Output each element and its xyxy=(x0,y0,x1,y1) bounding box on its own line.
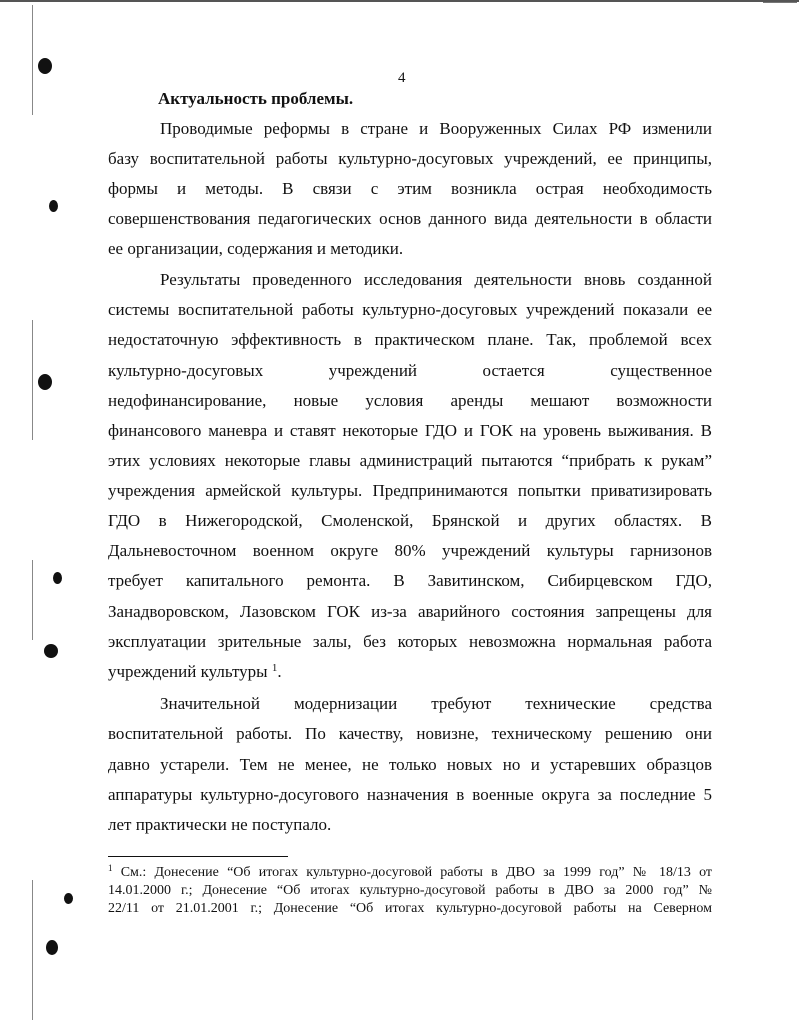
footnote-line xyxy=(108,864,712,882)
paragraph-2-line: этих условиях некоторые главы администраций пытаются “прибрать к рукам” xyxy=(108,451,712,470)
binding-edge-line xyxy=(32,5,33,115)
paragraph-1-line: ее организации, содержания и методики. xyxy=(108,239,404,258)
paragraph-2-line: Дальневосточном военном округе 80% учреждений культуры гарнизонов xyxy=(108,541,712,560)
paragraph-2-line: учреждения армейской культуры. Предпринимаются попытки приватизировать xyxy=(108,481,712,500)
paragraph-3-line: давно устарели. Тем не менее, не только новых но и устаревших образцов xyxy=(108,755,712,774)
paragraph-2-last-line xyxy=(108,662,712,682)
footnote-separator xyxy=(108,856,288,857)
binding-edge-line xyxy=(32,880,33,1020)
paragraph-3-line: аппаратуры культурно-досугового назначения в военные округа за последние 5 xyxy=(108,785,712,804)
paragraph-2-line: финансового маневра и ставят некоторые ГДО и ГОК на уровень выживания. В xyxy=(108,421,712,440)
paragraph-1-line: формы и методы. В связи с этим возникла острая необходимость xyxy=(108,179,712,198)
paragraph-2-line: культурно-досуговых учреждений остается существенное xyxy=(108,361,712,380)
paragraph-2-line: эксплуатации зрительные залы, без которых невозможна нормальная работа xyxy=(108,632,712,651)
paragraph-2-line: недостаточную эффективность в практическом плане. Так, проблемой всех xyxy=(108,330,712,349)
footnote-marker: 1 xyxy=(108,863,113,873)
page-number: 4 xyxy=(398,70,406,86)
footnote-reference: 1 xyxy=(271,662,278,674)
binding-edge-line xyxy=(32,320,33,440)
punch-hole-mark xyxy=(64,893,73,904)
paragraph-2-line: системы воспитательной работы культурно-досуговых учреждений показали ее xyxy=(108,300,712,319)
punch-hole-mark xyxy=(53,572,62,584)
footnote-line: 22/11 от 21.01.2001 г.; Донесение “Об итогах культурно-досуговой работы на Северном xyxy=(108,901,712,916)
paragraph-2-line: учреждений культуры xyxy=(108,662,268,681)
sentence-period: . xyxy=(277,662,282,681)
paragraph-2-line: требует капитального ремонта. В Завитинском, Сибирцевском ГДО, xyxy=(108,571,712,590)
paragraph-3-line: Значительной модернизации требуют технические средства xyxy=(160,694,712,713)
punch-hole-mark xyxy=(38,58,52,74)
punch-hole-mark xyxy=(46,940,58,955)
paragraph-2-line: недофинансирование, новые условия аренды мешают возможности xyxy=(108,391,712,410)
punch-hole-mark xyxy=(49,200,58,212)
paragraph-3-line: лет практически не поступало. xyxy=(108,815,332,834)
paragraph-3-line: воспитательной работы. По качеству, новизне, техническому решению они xyxy=(108,724,712,743)
scan-corner-mark xyxy=(763,2,797,3)
punch-hole-mark xyxy=(44,644,58,658)
binding-edge-line xyxy=(32,560,33,640)
paragraph-2-line: Результаты проведенного исследования деятельности вновь созданной xyxy=(160,270,712,289)
paragraph-1-line: Проводимые реформы в стране и Вооруженных Силах РФ изменили xyxy=(160,119,712,138)
section-heading: Актуальность проблемы. xyxy=(158,89,354,108)
paragraph-1-line: совершенствования педагогических основ данного вида деятельности в области xyxy=(108,209,712,228)
footnote-line: 14.01.2000 г.; Донесение “Об итогах культурно-досуговой работы в ДВО за 2000 год” № xyxy=(108,883,712,898)
paragraph-1-line: базу воспитательной работы культурно-досуговых учреждений, ее принципы, xyxy=(108,149,712,168)
paragraph-2-line: ГДО в Нижегородской, Смоленской, Брянской и других областях. В xyxy=(108,511,712,530)
scan-top-border xyxy=(0,0,799,2)
footnote-text: См.: Донесение “Об итогах культурно-досуговой работы в ДВО за 1999 год” № 18/13 от xyxy=(120,865,713,880)
punch-hole-mark xyxy=(38,374,52,390)
paragraph-2-line: Занадворовском, Лазовском ГОК из-за аварийного состояния запрещены для xyxy=(108,602,712,621)
